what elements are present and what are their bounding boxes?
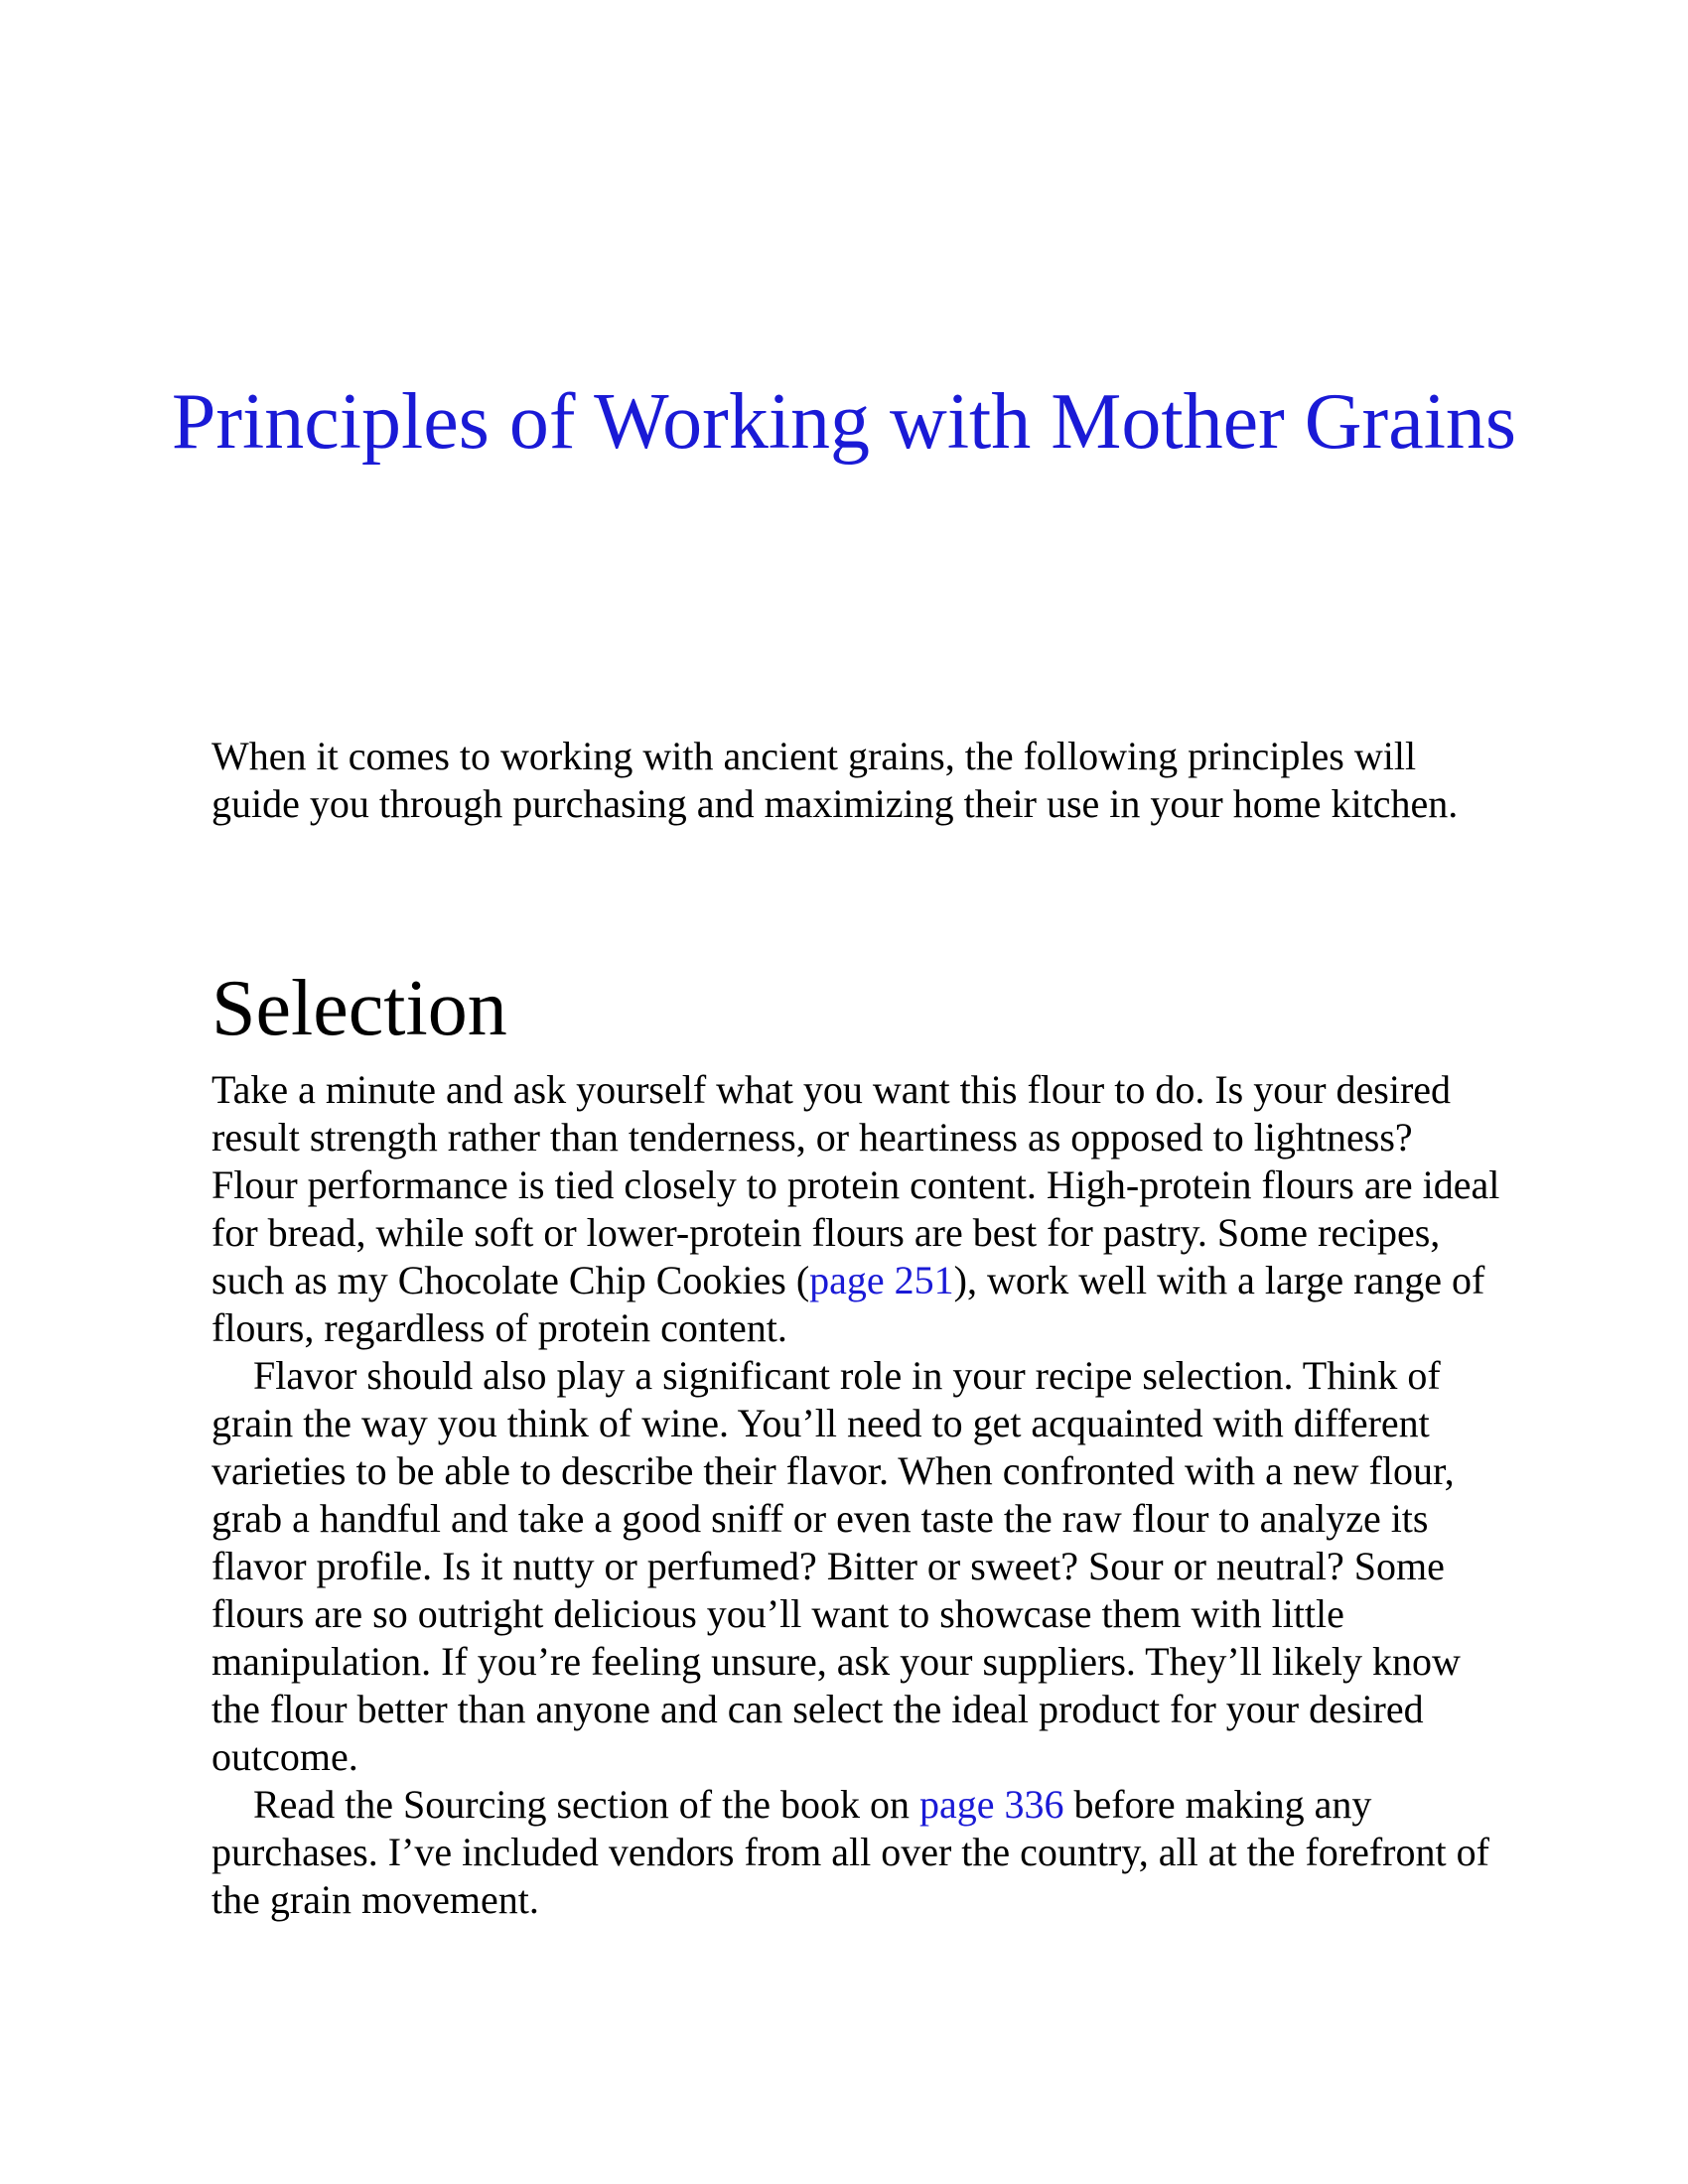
page-251-link[interactable]: page 251 xyxy=(809,1258,954,1302)
page-title: Principles of Working with Mother Grains xyxy=(171,378,1517,466)
page-336-link[interactable]: page 336 xyxy=(918,1782,1064,1827)
paragraph-1 xyxy=(211,1066,1502,1352)
paragraph-2: Flavor should also play a significant role in your recipe selection. Think of grain the way you think of wine. You’ll need to get acquainted with different varieties to be able to describe their flavor. When confronted with a new flour, grab a handful and take a good sniff or even taste the raw flour to analyze its flavor profile. Is it nutty or perfumed? Bitter or sweet? Sour or neutral? Some flours are so outright delicious you’ll want to showcase them with little manipulation. If you’re feeling unsure, ask your suppliers. They’ll likely know the flour better than anyone and can select the ideal product for your desired outcome. xyxy=(211,1353,1461,1779)
section-heading-selection: Selection xyxy=(211,965,507,1052)
paragraph-3 xyxy=(211,1781,1502,1924)
paragraph-3-text-after: before making any purchases. I’ve included vendors from all over the country, all at the forefront of the grain movement. xyxy=(211,1782,1489,1922)
paragraph-1-text-after: ), work well with a large range of flours, regardless of protein content. xyxy=(211,1258,1485,1350)
section-body xyxy=(211,1066,1502,1924)
paragraph-1-text-before: Take a minute and ask yourself what you want this flour to do. Is your desired result strength rather than tenderness, or heartiness as opposed to lightness? Flour performance is tied closely to protein content. High-protein flours are ideal for bread, while soft or lower-protein flours are best for pastry. Some recipes, such as my Chocolate Chip Cookies ( xyxy=(211,1067,1500,1302)
intro-paragraph: When it comes to working with ancient grains, the following principles will guide you through purchasing and maximizing their use in your home kitchen. xyxy=(211,734,1459,826)
paragraph-3-text-before: Read the Sourcing section of the book on xyxy=(253,1782,919,1827)
